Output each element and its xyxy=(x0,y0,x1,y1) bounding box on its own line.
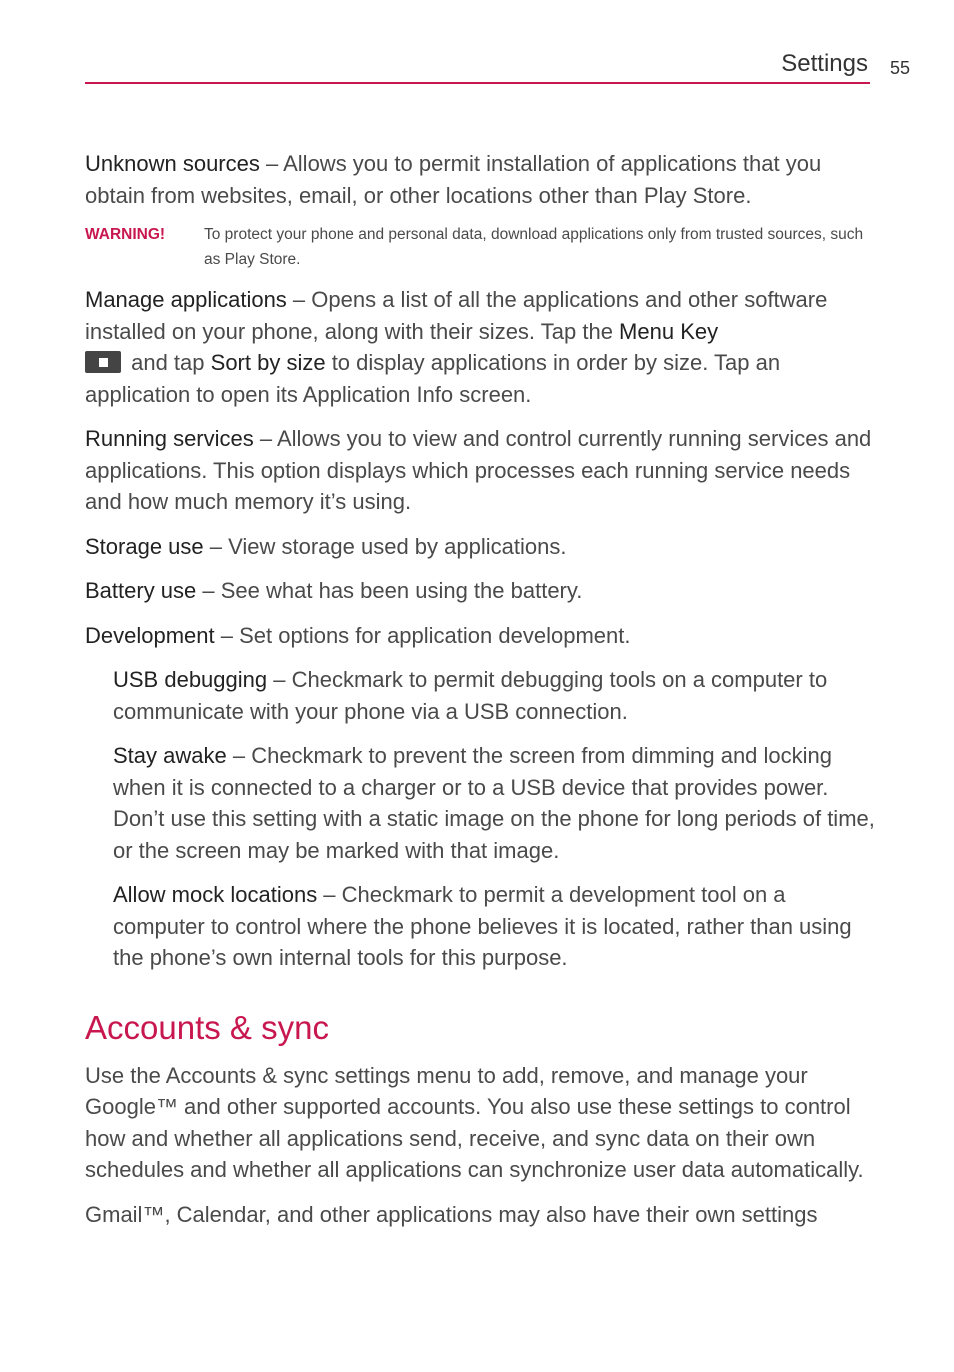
item-term: Battery use xyxy=(85,578,197,603)
item-text: – Checkmark to permit debugging tools on a computer to communicate with your phone via a USB connection. xyxy=(113,667,828,724)
menu-key-label: Menu Key xyxy=(619,318,719,344)
item-text: – Checkmark to prevent the screen from dimming and locking when it is connected to a charger or to a USB device that provides power. Don’t use this setting with a static image on the phone for long periods of time, or the screen may be marked with that image. xyxy=(113,743,875,863)
page-content xyxy=(85,148,875,1243)
warning-note xyxy=(85,222,875,272)
item-term: Allow mock locations xyxy=(113,882,318,907)
warning-label: WARNING! xyxy=(85,226,166,243)
item-term: Development xyxy=(85,622,215,648)
item-text: – View storage used by applications. xyxy=(203,533,567,559)
section-title-accounts-sync: Accounts & sync xyxy=(85,1008,329,1046)
item-running-services xyxy=(85,423,875,518)
page-number: 55 xyxy=(890,58,911,78)
item-unknown-sources xyxy=(85,148,875,211)
item-stay-awake xyxy=(113,740,875,866)
item-term: Running services xyxy=(85,426,254,451)
item-allow-mock-locations xyxy=(113,879,875,974)
item-text: – See what has been using the battery. xyxy=(196,578,583,603)
item-term: Storage use xyxy=(85,533,204,559)
menu-key-icon xyxy=(85,351,121,373)
item-storage-use xyxy=(85,531,875,563)
item-text: – Opens a list of all the applications and other software installed on your phone, along with their sizes. Tap the xyxy=(85,287,828,344)
item-text: – Allows you to view and control currently running services and applications. This option displays which processes each running service needs and how much memory it’s using. xyxy=(85,426,872,514)
sort-by-size-label: Sort by size xyxy=(210,350,326,375)
page-header xyxy=(85,48,870,84)
accounts-paragraph-2: Gmail™, Calendar, and other applications may also have their own settings xyxy=(85,1201,818,1227)
item-term: Manage applications xyxy=(85,287,287,312)
item-usb-debugging xyxy=(113,664,875,727)
item-text: – Allows you to permit installation of applications that you obtain from websites, email, or other locations other than Play Store. xyxy=(85,151,822,208)
item-term: USB debugging xyxy=(113,667,268,692)
warning-text: To protect your phone and personal data, download applications only from trusted sources, such as Play Store. xyxy=(204,226,864,268)
item-battery-use xyxy=(85,575,875,607)
accounts-paragraph-1: Use the Accounts & sync settings menu to add, remove, and manage your Google™ and other supported accounts. You also use these settings to control how and whether all applications send, receive, and sync data on their own schedules and whether all applications can synchronize user data automatically. xyxy=(85,1062,864,1182)
item-text: – Checkmark to permit a development tool on a computer to control where the phone believes it is located, rather than using the phone’s own internal tools for this purpose. xyxy=(113,882,852,970)
item-text: – Set options for application development. xyxy=(214,622,631,648)
item-text: to display applications in order by size. Tap an application to open its Application Info screen. xyxy=(85,350,781,407)
item-manage-applications xyxy=(85,284,875,410)
item-term: Stay awake xyxy=(113,743,227,768)
item-development xyxy=(85,620,875,652)
header-title: Settings xyxy=(781,50,868,77)
item-term: Unknown sources xyxy=(85,151,260,176)
item-text: and tap xyxy=(125,350,211,375)
